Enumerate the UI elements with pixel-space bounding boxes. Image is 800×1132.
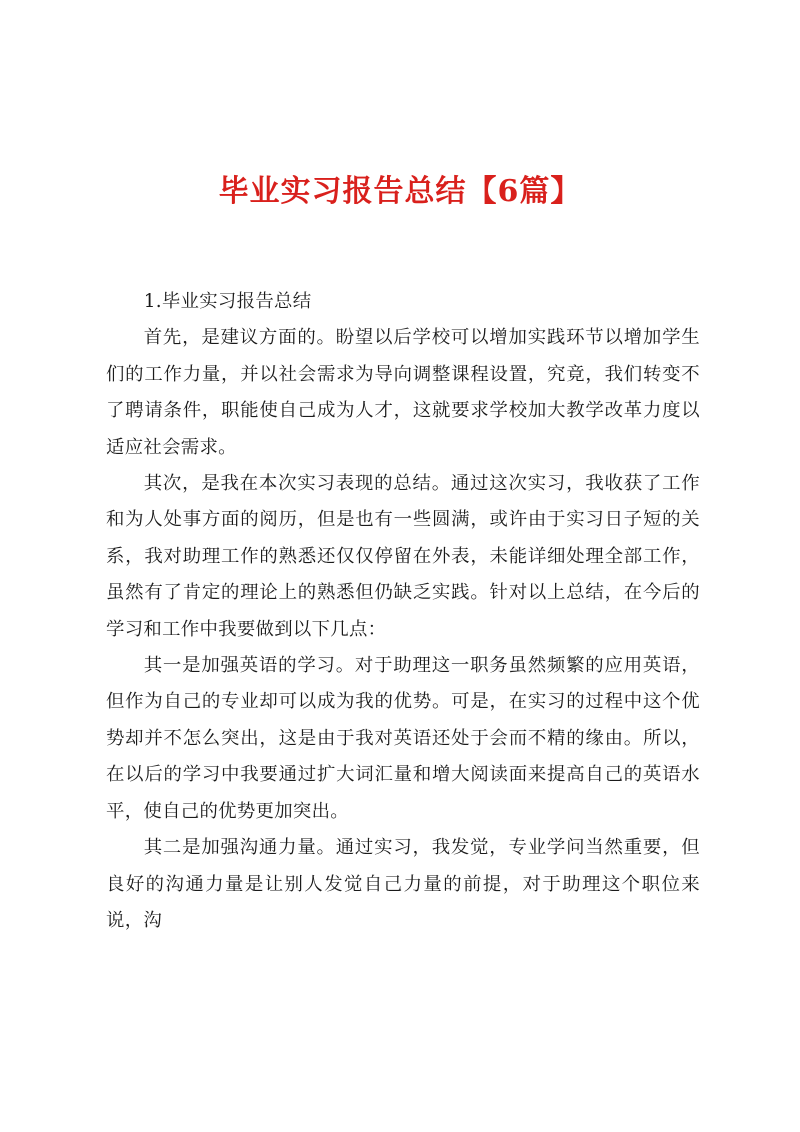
document-body: [106, 284, 700, 939]
document-title: 毕业实习报告总结【6篇】: [218, 174, 582, 209]
paragraph-2: 其次，是我在本次实习表现的总结。通过这次实习，我收获了工作和为人处事方面的阅历，但是也有一些圆满，或许由于实习日子短的关系，我对助理工作的熟悉还仅仅停留在外表，未能详细处理全部工作，虽然有了肯定的理论上的熟悉但仍缺乏实践。针对以上总结，在今后的学习和工作中我要做到以下几点：: [106, 473, 700, 640]
paragraph-4: 其二是加强沟通力量。通过实习，我发觉，专业学问当然重要，但良好的沟通力量是让别人发觉自己力量的前提，对于助理这个职位来说，沟: [106, 837, 700, 931]
paragraph-1: 首先，是建议方面的。盼望以后学校可以增加实践环节以增加学生们的工作力量，并以社会需求为导向调整课程设置，究竟，我们转变不了聘请条件，职能使自己成为人才，这就要求学校加大教学改革力度以适应社会需求。: [106, 327, 700, 458]
paragraph-3: 其一是加强英语的学习。对于助理这一职务虽然频繁的应用英语，但作为自己的专业却可以成为我的优势。可是，在实习的过程中这个优势却并不怎么突出，这是由于我对英语还处于会而不精的缘由。所以，在以后的学习中我要通过扩大词汇量和增大阅读面来提高自己的英语水平，使自己的优势更加突出。: [106, 655, 700, 822]
section-heading: 1.毕业实习报告总结: [143, 291, 312, 312]
